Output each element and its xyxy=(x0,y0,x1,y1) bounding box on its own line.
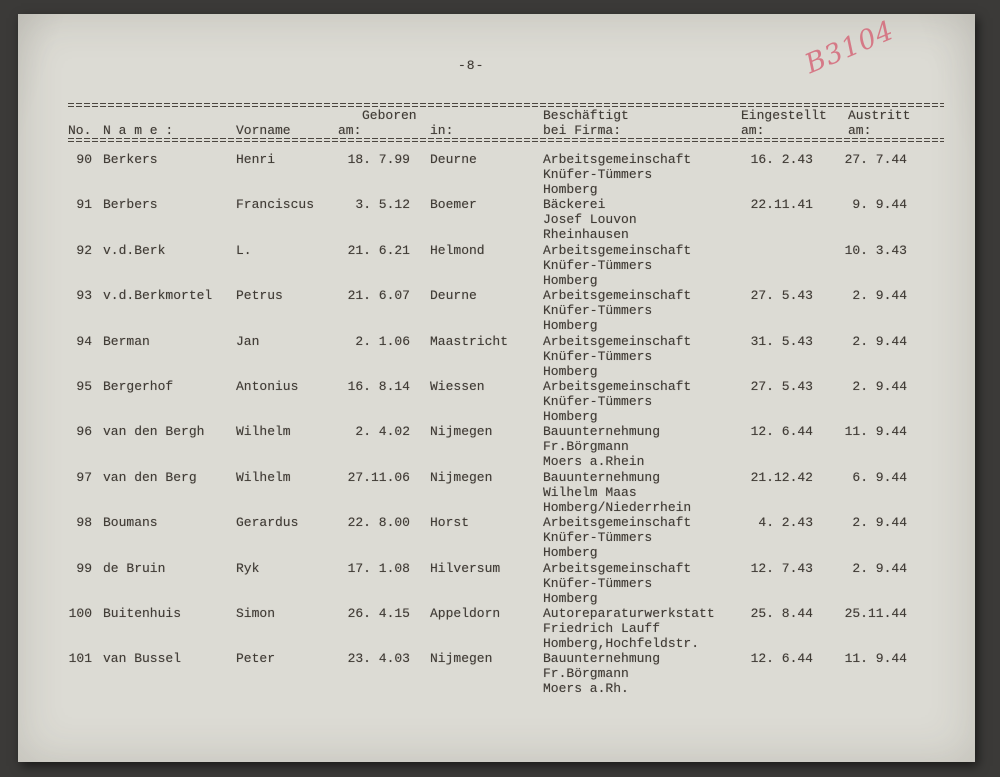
cell-geboren-in: Boemer xyxy=(430,197,477,213)
cell-austritt: 9. 9.44 xyxy=(852,197,907,213)
cell-geboren-in: Horst xyxy=(430,515,470,531)
cell-geboren-am: 2. 4.02 xyxy=(355,424,410,440)
cell-name: v.d.Berk xyxy=(103,242,166,258)
cell-geboren-in: Nijmegen xyxy=(430,424,493,440)
cell-vorname: Ryk xyxy=(236,560,260,576)
cell-austritt: 25.11.44 xyxy=(844,605,907,621)
cell-name: van Bussel xyxy=(103,651,182,667)
cell-geboren-am: 3. 5.12 xyxy=(355,197,410,213)
cell-austritt: 2. 9.44 xyxy=(852,515,907,531)
cell-firma: Arbeitsgemeinschaft Knüfer-Tümmers Homberg xyxy=(543,152,692,197)
cell-austritt: 10. 3.43 xyxy=(844,242,907,258)
cell-austritt: 11. 9.44 xyxy=(844,651,907,667)
page-number: -8- xyxy=(458,58,485,73)
cell-austritt: 27. 7.44 xyxy=(844,152,907,167)
cell-geboren-am: 21. 6.07 xyxy=(347,288,410,304)
cell-vorname: Wilhelm xyxy=(236,469,291,485)
cell-firma: Arbeitsgemeinschaft Knüfer-Tümmers Homberg xyxy=(543,288,692,334)
handwritten-stamp: B3104 xyxy=(800,14,899,81)
cell-no: 93 xyxy=(76,288,92,304)
cell-vorname: Gerardus xyxy=(236,515,299,531)
cell-eingestellt: 16. 2.43 xyxy=(750,152,813,167)
cell-geboren-am: 18. 7.99 xyxy=(347,152,410,167)
col-header-name: N a m e : xyxy=(103,123,174,138)
cell-geboren-in: Deurne xyxy=(430,152,477,167)
cell-vorname: Wilhelm xyxy=(236,424,291,440)
cell-austritt: 11. 9.44 xyxy=(844,424,907,440)
col-header-austritt: Austritt xyxy=(848,108,911,123)
cell-austritt: 2. 9.44 xyxy=(852,288,907,304)
cell-vorname: Petrus xyxy=(236,288,283,304)
cell-geboren-am: 27.11.06 xyxy=(347,469,410,485)
cell-name: Buitenhuis xyxy=(103,605,182,621)
cell-eingestellt: 12. 6.44 xyxy=(750,651,813,667)
cell-no: 100 xyxy=(68,605,92,621)
col-header-eingestellt: Eingestellt xyxy=(741,108,827,123)
cell-name: Berkers xyxy=(103,152,158,167)
cell-geboren-in: Deurne xyxy=(430,288,477,304)
table-row xyxy=(68,561,944,606)
cell-geboren-am: 16. 8.14 xyxy=(347,378,410,394)
cell-firma: Arbeitsgemeinschaft Knüfer-Tümmers Homberg xyxy=(543,515,692,561)
col-header-bei-firma: bei Firma: xyxy=(543,123,622,138)
cell-vorname: L. xyxy=(236,242,252,258)
cell-vorname: Henri xyxy=(236,152,276,167)
table-rule-bottom xyxy=(68,138,944,143)
table-body xyxy=(68,152,944,697)
cell-vorname: Antonius xyxy=(236,378,299,394)
col-header-austritt-am: am: xyxy=(848,123,872,138)
col-header-vorname: Vorname xyxy=(236,123,291,138)
cell-geboren-in: Wiessen xyxy=(430,378,485,394)
cell-firma: Bauunternehmung Fr.Börgmann Moers a.Rh. xyxy=(543,651,661,697)
table-row xyxy=(68,651,944,696)
cell-geboren-am: 23. 4.03 xyxy=(347,651,410,667)
header-row-group xyxy=(68,108,944,123)
table-row xyxy=(68,243,944,288)
cell-no: 97 xyxy=(76,469,92,485)
cell-vorname: Franciscus xyxy=(236,197,315,213)
cell-firma: Arbeitsgemeinschaft Knüfer-Tümmers Homberg xyxy=(543,560,692,606)
cell-geboren-in: Nijmegen xyxy=(430,651,493,667)
cell-no: 99 xyxy=(76,560,92,576)
cell-eingestellt: 31. 5.43 xyxy=(750,333,813,349)
table-row xyxy=(68,152,944,197)
cell-name: van den Berg xyxy=(103,469,197,485)
col-header-eingestellt-am: am: xyxy=(741,123,765,138)
cell-firma: Arbeitsgemeinschaft Knüfer-Tümmers Homberg xyxy=(543,378,692,424)
table-row xyxy=(68,334,944,379)
cell-geboren-am: 21. 6.21 xyxy=(347,242,410,258)
cell-austritt: 6. 9.44 xyxy=(852,469,907,485)
cell-firma: Bäckerei Josef Louvon Rheinhausen xyxy=(543,197,637,243)
cell-no: 91 xyxy=(76,197,92,213)
cell-firma: Bauunternehmung Fr.Börgmann Moers a.Rhein xyxy=(543,424,661,470)
cell-no: 101 xyxy=(68,651,92,667)
cell-eingestellt: 27. 5.43 xyxy=(750,288,813,304)
cell-austritt: 2. 9.44 xyxy=(852,378,907,394)
cell-eingestellt: 12. 7.43 xyxy=(750,560,813,576)
table-row xyxy=(68,606,944,651)
cell-no: 98 xyxy=(76,515,92,531)
cell-eingestellt: 12. 6.44 xyxy=(750,424,813,440)
cell-vorname: Peter xyxy=(236,651,276,667)
cell-eingestellt: 27. 5.43 xyxy=(750,378,813,394)
col-header-geboren-in: in: xyxy=(430,123,454,138)
cell-name: van den Bergh xyxy=(103,424,205,440)
cell-name: v.d.Berkmortel xyxy=(103,288,213,304)
cell-geboren-in: Appeldorn xyxy=(430,605,501,621)
cell-geboren-am: 26. 4.15 xyxy=(347,605,410,621)
table-row xyxy=(68,470,944,515)
cell-name: Boumans xyxy=(103,515,158,531)
cell-geboren-am: 2. 1.06 xyxy=(355,333,410,349)
cell-geboren-in: Nijmegen xyxy=(430,469,493,485)
table-row xyxy=(68,288,944,333)
cell-name: Bergerhof xyxy=(103,378,174,394)
table-row xyxy=(68,197,944,242)
header-row-columns xyxy=(68,123,944,138)
cell-geboren-am: 17. 1.08 xyxy=(347,560,410,576)
cell-eingestellt: 22.11.41 xyxy=(750,197,813,213)
cell-vorname: Simon xyxy=(236,605,276,621)
cell-austritt: 2. 9.44 xyxy=(852,560,907,576)
table-row xyxy=(68,515,944,560)
cell-name: de Bruin xyxy=(103,560,166,576)
col-header-beschaeftigt: Beschäftigt xyxy=(543,108,629,123)
cell-no: 95 xyxy=(76,378,92,394)
cell-firma: Autoreparaturwerkstatt Friedrich Lauff Homberg,Hochfeldstr. xyxy=(543,605,715,651)
cell-austritt: 2. 9.44 xyxy=(852,333,907,349)
cell-vorname: Jan xyxy=(236,333,260,349)
table-row xyxy=(68,424,944,469)
cell-no: 96 xyxy=(76,424,92,440)
col-header-geboren-am: am: xyxy=(338,123,362,138)
cell-no: 94 xyxy=(76,333,92,349)
col-header-geboren: Geboren xyxy=(362,108,417,123)
cell-firma: Arbeitsgemeinschaft Knüfer-Tümmers Homberg xyxy=(543,242,692,288)
cell-eingestellt: 25. 8.44 xyxy=(750,605,813,621)
col-header-no: No. xyxy=(68,123,92,138)
cell-geboren-in: Maastricht xyxy=(430,333,509,349)
cell-name: Berman xyxy=(103,333,150,349)
table-row xyxy=(68,379,944,424)
cell-no: 90 xyxy=(76,152,92,167)
cell-geboren-in: Hilversum xyxy=(430,560,501,576)
cell-firma: Arbeitsgemeinschaft Knüfer-Tümmers Homberg xyxy=(543,333,692,379)
cell-name: Berbers xyxy=(103,197,158,213)
cell-geboren-am: 22. 8.00 xyxy=(347,515,410,531)
cell-geboren-in: Helmond xyxy=(430,242,485,258)
paper xyxy=(18,14,975,762)
cell-no: 92 xyxy=(76,242,92,258)
cell-eingestellt: 21.12.42 xyxy=(750,469,813,485)
cell-firma: Bauunternehmung Wilhelm Maas Homberg/Niederrhein xyxy=(543,469,692,515)
cell-eingestellt: 4. 2.43 xyxy=(758,515,813,531)
